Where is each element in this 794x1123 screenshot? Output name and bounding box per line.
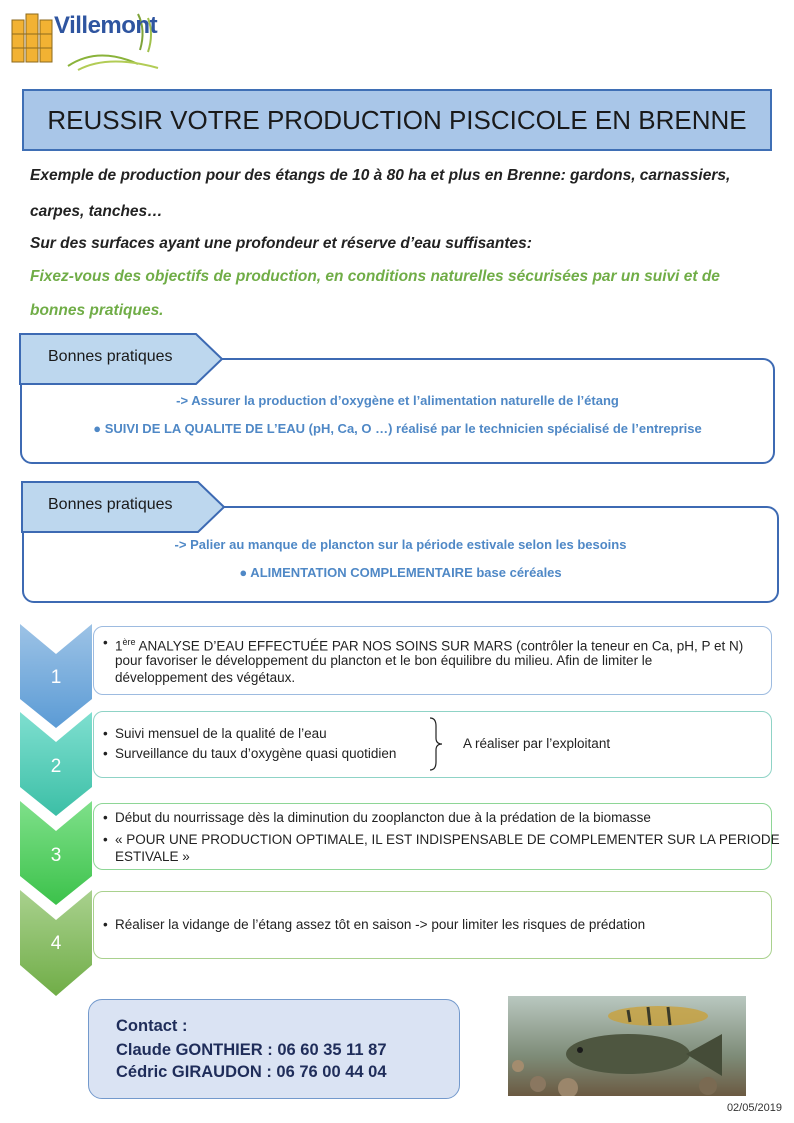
practice-tab-label: Bonnes pratiques [48, 348, 173, 365]
fish-photo [508, 996, 746, 1096]
contact-heading: Contact : [116, 1017, 188, 1035]
page-title: REUSSIR VOTRE PRODUCTION PISCICOLE EN BRENNE [47, 104, 747, 135]
practice-line: -> Assurer la production d’oxygène et l’alimentation naturelle de l’étang [176, 393, 619, 408]
intro-objective-line: bonnes pratiques. [30, 302, 164, 319]
practice-line: -> Palier au manque de plancton sur la période estivale selon les besoins [174, 537, 627, 552]
step-text-continued: développement des végétaux. [115, 670, 296, 685]
step-text: ANALYSE D’EAU EFFECTUÉE PAR NOS SOINS SUR MARS (contrôler la teneur en Ca, pH, P et N) [135, 638, 744, 654]
step-number: 1 [50, 667, 62, 688]
step-bullet: • « POUR UNE PRODUCTION OPTIMALE, IL EST INDISPENSABLE DE COMPLEMENTER SUR LA PERIODE [115, 831, 780, 848]
intro-objective-line: Fixez-vous des objectifs de production, en conditions naturelles sécurisées par un suivi et de [30, 268, 720, 285]
practice-line: ● ALIMENTATION COMPLEMENTAIRE base céréales [239, 565, 562, 580]
step-text-continued: ESTIVALE » [115, 849, 190, 864]
step-bullet: • Suivi mensuel de la qualité de l’eau [115, 725, 327, 742]
step-number: 3 [50, 845, 62, 866]
intro-line: Exemple de production pour des étangs de 10 à 80 ha et plus en Brenne: gardons, carnassiers, [30, 167, 731, 184]
right-brace-icon [428, 716, 446, 772]
intro-line: Sur des surfaces ayant une profondeur et réserve d’eau suffisantes: [30, 235, 532, 252]
step-note: A réaliser par l’exploitant [463, 736, 611, 751]
contact-person: Claude GONTHIER : 06 60 35 11 87 [116, 1041, 387, 1059]
step-number: 2 [50, 756, 62, 777]
perch-fish [608, 1006, 708, 1026]
carp-fish [566, 1034, 690, 1074]
step-bullet: • Début du nourrissage dès la diminution du zooplancton due à la prédation de la biomasse [115, 809, 651, 826]
practice-tab-label: Bonnes pratiques [48, 496, 173, 513]
document-date: 02/05/2019 [726, 1102, 782, 1114]
step-bullet: • Surveillance du taux d’oxygène quasi quotidien [115, 745, 396, 762]
intro-line: carpes, tanches… [30, 203, 163, 220]
contact-person: Cédric GIRAUDON : 06 76 00 44 04 [116, 1063, 387, 1081]
practice-line: ● SUIVI DE LA QUALITE DE L’EAU (pH, Ca, O …) réalisé par le technicien spécialisé de l’entreprise [93, 421, 702, 436]
step-number: 4 [50, 933, 62, 954]
ordinal-suffix: ère [122, 637, 136, 647]
step-text-continued: pour favoriser le développement du plancton et le bon équilibre du milieu. Afin de limiter le [115, 653, 653, 668]
step-bullet: • Réaliser la vidange de l’étang assez tôt en saison -> pour limiter les risques de prédation [115, 916, 645, 933]
logo-brand-text: Villemont [54, 12, 158, 39]
title-banner [22, 89, 772, 151]
ordinal-number: 1 [115, 638, 123, 654]
